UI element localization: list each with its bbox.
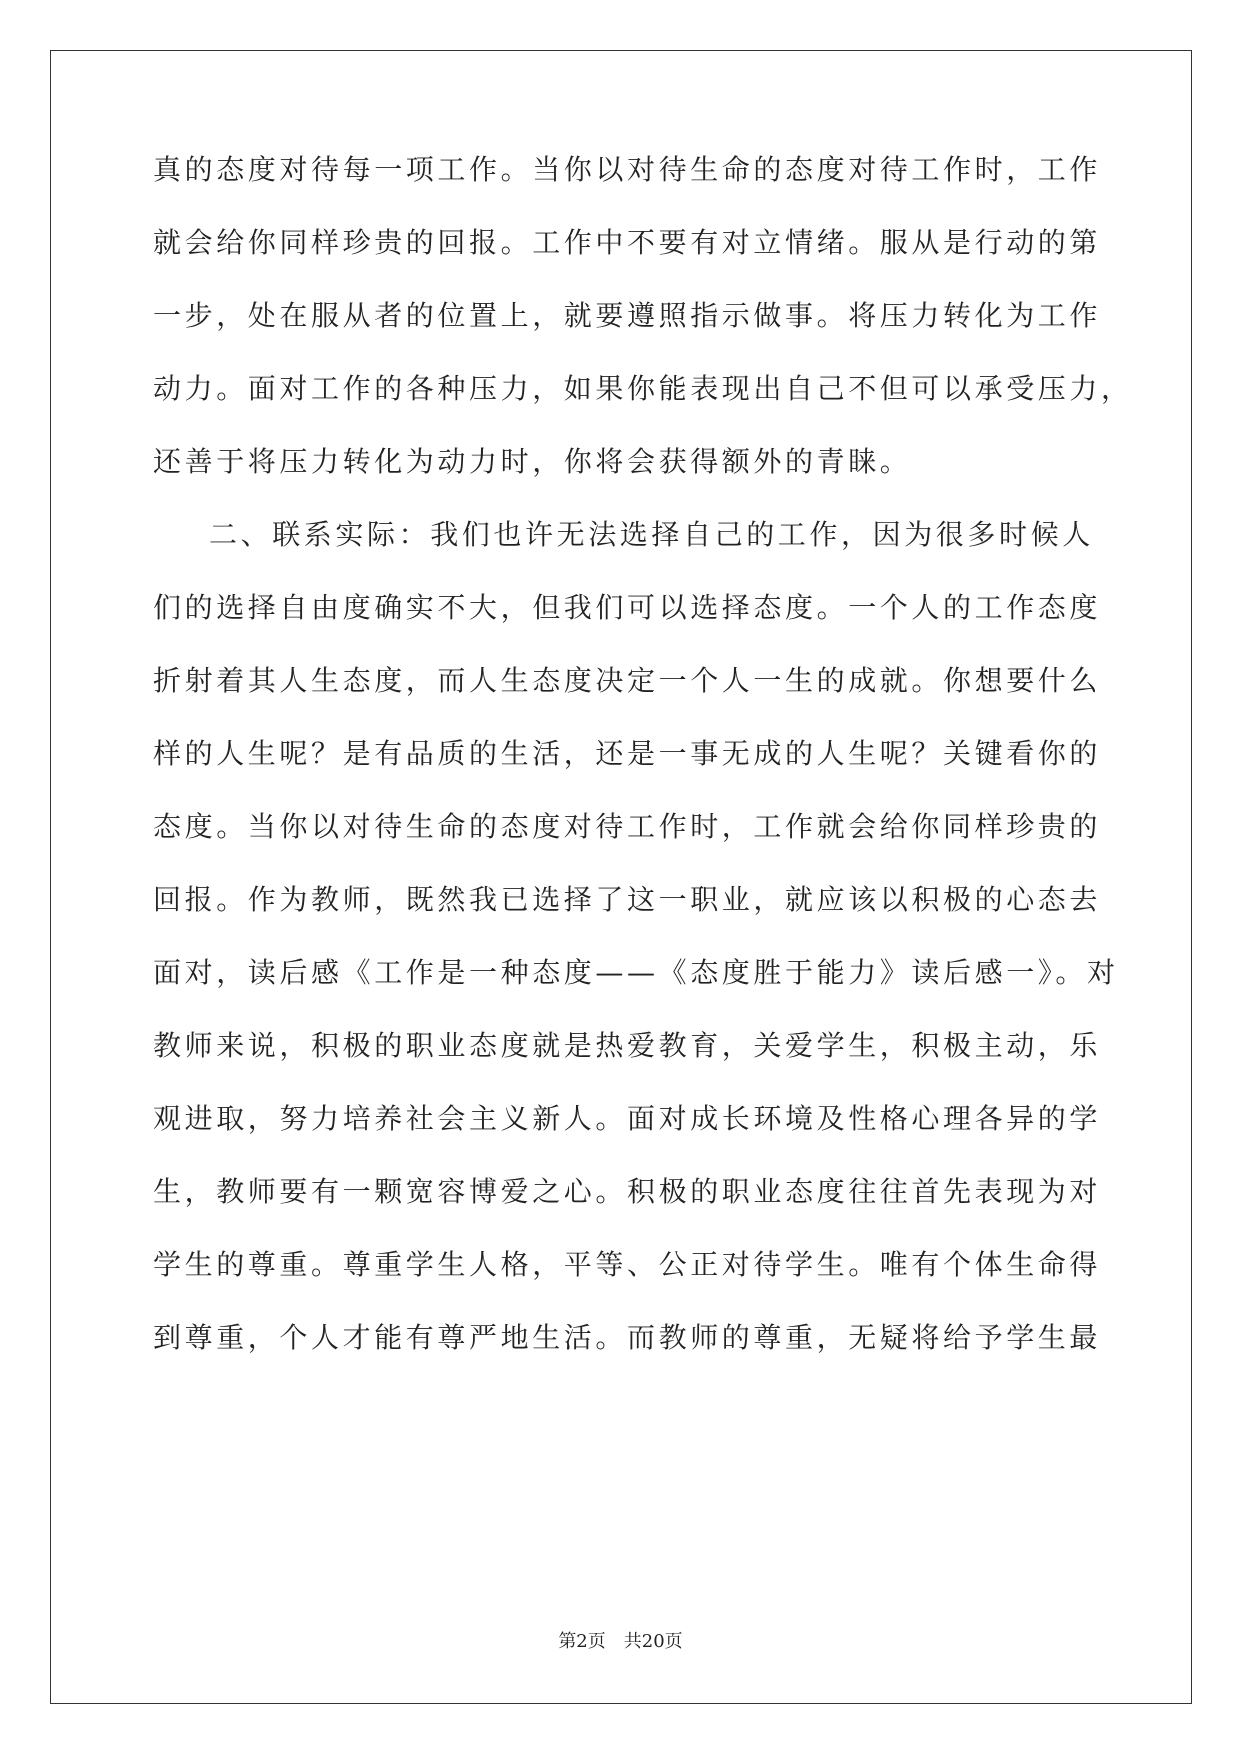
text-line: 还善于将压力转化为动力时，你将会获得额外的青睐。 (153, 445, 912, 478)
text-line: 一步，处在服从者的位置上，就要遵照指示做事。将压力转化为工作 (153, 299, 1102, 332)
text-line: 到尊重，个人才能有尊严地生活。而教师的尊重，无疑将给予学生最 (153, 1321, 1102, 1354)
text-line: 就会给你同样珍贵的回报。工作中不要有对立情绪。服从是行动的第 (153, 226, 1102, 259)
total-pages: 共20页 (623, 1631, 683, 1652)
paragraph-start-line: 二、联系实际：我们也许无法选择自己的工作，因为很多时候人 (209, 518, 1094, 551)
text-line: 生，教师要有一颗宽容博爱之心。积极的职业态度往往首先表现为对 (153, 1175, 1102, 1208)
text-line: 教师来说，积极的职业态度就是热爱教育，关爱学生，积极主动，乐 (153, 1029, 1102, 1062)
text-line: 动力。面对工作的各种压力，如果你能表现出自己不但可以承受压力， (153, 372, 1133, 405)
text-line: 面对，读后感《工作是一种态度——《态度胜于能力》读后感一》。对 (153, 956, 1119, 989)
text-line: 真的态度对待每一项工作。当你以对待生命的态度对待工作时，工作 (153, 153, 1102, 186)
page-footer (0, 1630, 1241, 1654)
page-number: 第2页 (558, 1631, 606, 1652)
text-line: 观进取，努力培养社会主义新人。面对成长环境及性格心理各异的学 (153, 1102, 1102, 1135)
text-line: 折射着其人生态度，而人生态度决定一个人一生的成就。你想要什么 (153, 664, 1102, 697)
text-line: 学生的尊重。尊重学生人格，平等、公正对待学生。唯有个体生命得 (153, 1248, 1102, 1281)
text-line: 们的选择自由度确实不大，但我们可以选择态度。一个人的工作态度 (153, 591, 1102, 624)
text-line: 态度。当你以对待生命的态度对待工作时，工作就会给你同样珍贵的 (153, 810, 1102, 843)
text-line: 样的人生呢？是有品质的生活，还是一事无成的人生呢？关键看你的 (153, 737, 1102, 770)
text-line: 回报。作为教师，既然我已选择了这一职业，就应该以积极的心态去 (153, 883, 1102, 916)
